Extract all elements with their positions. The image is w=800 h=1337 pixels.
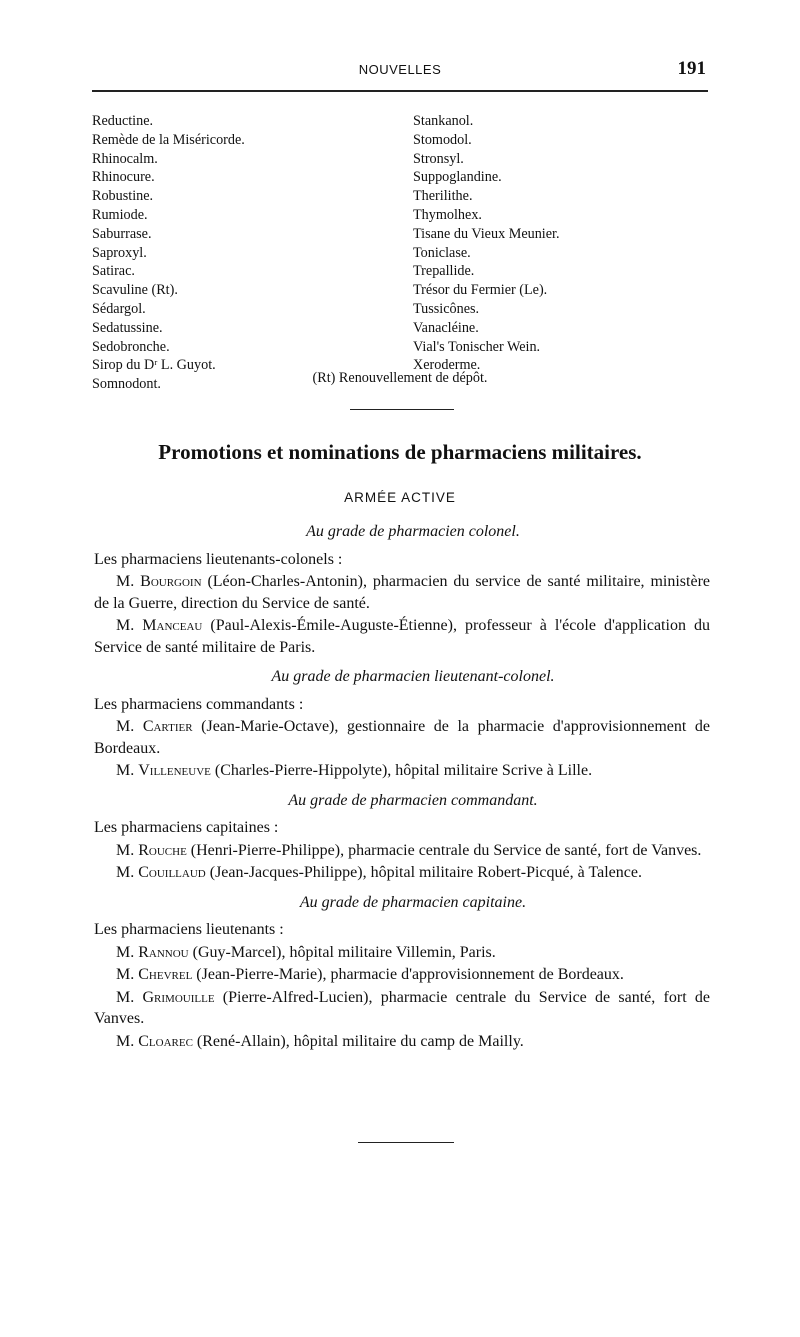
promotions-body — [94, 521, 710, 1060]
nomination-entry — [94, 987, 710, 1030]
grade-heading: Au grade de pharmacien capitaine. — [299, 893, 527, 911]
grade-intro: Les pharmaciens lieutenants : — [94, 921, 284, 938]
list-item: Sedatussine. — [92, 319, 163, 336]
list-item: Vanacléine. — [413, 319, 479, 336]
list-item: Tussicônes. — [413, 300, 480, 317]
grade-heading: Au grade de pharmacien commandant. — [288, 791, 538, 809]
page-number: 191 — [677, 58, 706, 79]
list-item: Sédargol. — [92, 300, 146, 317]
list-item: Satirac. — [92, 263, 135, 280]
list-item: Remède de la Miséricorde. — [92, 131, 245, 148]
entry-prefix: M. — [116, 988, 143, 1006]
entry-prefix: M. — [116, 841, 139, 859]
list-item: Stronsyl. — [413, 150, 464, 167]
section-title: Promotions et nominations de pharmaciens militaires. — [158, 440, 642, 464]
pharmacist-name: Cartier — [142, 718, 193, 735]
list-item: Toniclase. — [413, 244, 471, 261]
pharmacist-name: Cloarec — [138, 1032, 193, 1050]
nomination-entry — [94, 964, 710, 986]
list-item: Suppoglandine. — [413, 169, 502, 186]
entry-details: (Jean-Jacques-Philippe), hôpital militaire Robert-Picqué, à Talence. — [205, 864, 642, 881]
nomination-entry — [94, 571, 710, 614]
list-item: Saburrase. — [92, 225, 152, 242]
pharmacist-name: Manceau — [142, 617, 203, 634]
list-item: Rhinocalm. — [92, 150, 158, 167]
entry-details: (Guy-Marcel), hôpital militaire Villemin, Paris. — [188, 943, 496, 961]
list-item: Robustine. — [92, 188, 154, 205]
nomination-entry — [94, 1031, 710, 1053]
entry-prefix: M. — [116, 966, 139, 983]
entry-prefix: M. — [116, 617, 143, 634]
list-item: Thymolhex. — [413, 206, 482, 223]
grade-section — [94, 790, 710, 884]
entry-prefix: M. — [116, 864, 139, 881]
nomination-entry — [94, 840, 710, 862]
entry-details: (René-Allain), hôpital militaire du camp de Mailly. — [192, 1032, 524, 1050]
entry-prefix: M. — [116, 762, 139, 779]
header-rule — [92, 90, 708, 92]
pharmacist-name: Rannou — [138, 943, 189, 961]
grade-section — [94, 521, 710, 658]
list-item: Stomodol. — [413, 131, 472, 148]
list-item: Therilithe. — [413, 188, 473, 205]
entry-prefix: M. — [116, 943, 139, 961]
pharmacist-name: Couillaud — [138, 864, 206, 881]
army-heading: ARMÉE ACTIVE — [344, 490, 456, 505]
pharmacist-name: Villeneuve — [138, 762, 211, 779]
pharmacist-name: Chevrel — [138, 966, 193, 983]
grade-heading: Au grade de pharmacien lieutenant-colonel. — [271, 668, 555, 685]
list-item: Rhinocure. — [92, 169, 155, 186]
pharmacist-name: Rouche — [138, 841, 187, 859]
list-item: Sirop du Dʳ L. Guyot. — [92, 357, 216, 374]
list-item: Somnodont. — [92, 376, 161, 393]
renewal-footnote: (Rt) Renouvellement de dépôt. — [312, 370, 488, 386]
entry-prefix: M. — [116, 1032, 139, 1050]
entry-prefix: M. — [116, 718, 143, 735]
grade-section — [94, 892, 710, 1053]
nomination-entry — [94, 760, 710, 782]
names-column-left — [92, 112, 245, 394]
running-title: NOUVELLES — [358, 62, 442, 77]
list-item: Reductine. — [92, 113, 154, 129]
list-item: Trepallide. — [413, 263, 475, 280]
nomination-entry — [94, 716, 710, 759]
list-item: Stankanol. — [413, 113, 474, 129]
entry-details: (Paul-Alexis-Émile-Auguste-Étienne), professeur à l'école d'application du Service de santé militaire de Paris. — [94, 617, 710, 656]
nomination-entry — [94, 942, 710, 964]
list-item: Xeroderme. — [413, 357, 481, 374]
list-item: Saproxyl. — [92, 244, 147, 261]
end-divider — [358, 1142, 454, 1143]
grade-heading: Au grade de pharmacien colonel. — [306, 523, 520, 540]
grade-intro: Les pharmaciens capitaines : — [94, 819, 279, 836]
grade-section — [94, 666, 710, 782]
list-item: Scavuline (Rt). — [92, 282, 178, 299]
list-item: Tisane du Vieux Meunier. — [413, 225, 560, 242]
entry-details: (Léon-Charles-Antonin), pharmacien du service de santé militaire, ministère de la Guerre, direction du Service de santé. — [94, 573, 710, 612]
list-item: Vial's Tonischer Wein. — [413, 338, 541, 355]
entry-details: (Jean-Marie-Octave), gestionnaire de la pharmacie d'approvisionnement de Bordeaux. — [94, 718, 710, 757]
pharmacist-name: Bourgoin — [140, 573, 202, 590]
entry-details: (Pierre-Alfred-Lucien), pharmacie centrale du Service de santé, fort de Vanves. — [94, 988, 710, 1027]
nomination-entry — [94, 862, 710, 884]
list-item: Sedobronche. — [92, 338, 170, 355]
section-divider — [350, 409, 454, 410]
entry-details: (Henri-Pierre-Philippe), pharmacie centrale du Service de santé, fort de Vanves. — [186, 841, 702, 859]
list-item: Rumiode. — [92, 206, 148, 223]
pharmacist-name: Grimouille — [142, 988, 215, 1006]
nomination-entry — [94, 615, 710, 658]
running-header — [92, 60, 708, 82]
list-item: Trésor du Fermier (Le). — [413, 282, 548, 299]
entry-prefix: M. — [116, 573, 141, 590]
entry-details: (Charles-Pierre-Hippolyte), hôpital militaire Scrive à Lille. — [210, 762, 593, 779]
entry-details: (Jean-Pierre-Marie), pharmacie d'approvisionnement de Bordeaux. — [192, 966, 624, 983]
grade-intro: Les pharmaciens commandants : — [94, 695, 304, 713]
names-column-right — [413, 112, 560, 375]
grade-intro: Les pharmaciens lieutenants-colonels : — [94, 550, 343, 568]
